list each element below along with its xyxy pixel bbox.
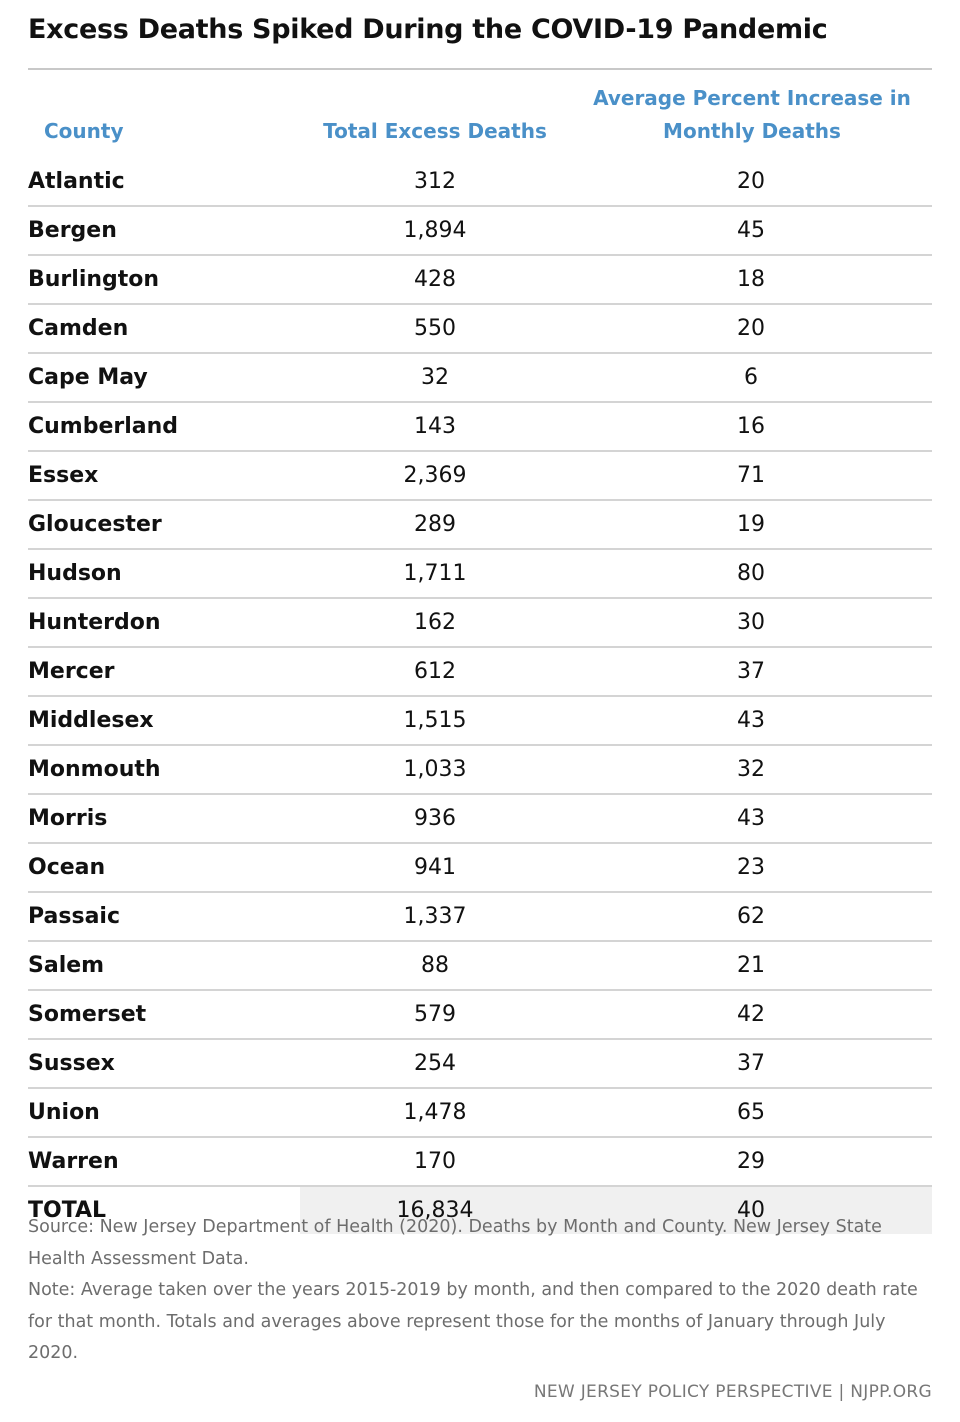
total-excess-deaths-cell: 289	[414, 512, 456, 537]
total-excess-deaths-cell: 1,478	[403, 1100, 467, 1125]
county-cell: Essex	[28, 463, 99, 488]
total-excess-deaths-cell: 1,033	[403, 757, 467, 782]
average-percent-increase-cell: 37	[737, 1051, 765, 1076]
table-body	[28, 158, 932, 1234]
table-row	[28, 843, 932, 892]
table-row	[28, 206, 932, 255]
total-excess-deaths-cell: 312	[414, 169, 456, 194]
average-percent-increase-cell: 65	[737, 1100, 765, 1125]
title-divider	[28, 68, 932, 70]
average-percent-increase-cell: 45	[737, 218, 765, 243]
table-row	[28, 353, 932, 402]
total-excess-deaths-cell: 162	[414, 610, 456, 635]
total-excess-deaths-cell: 1,711	[403, 561, 467, 586]
county-cell: Burlington	[28, 267, 160, 292]
column-header-county: County	[44, 119, 124, 143]
county-cell: Sussex	[28, 1051, 115, 1076]
total-excess-deaths-cell: 143	[414, 414, 456, 439]
average-percent-increase-cell: 80	[737, 561, 765, 586]
table-row	[28, 1039, 932, 1088]
total-excess-deaths-cell: 550	[414, 316, 456, 341]
county-cell: Passaic	[28, 904, 120, 929]
total-excess-deaths-cell: 16,834	[300, 1186, 570, 1234]
county-cell: TOTAL	[28, 1186, 300, 1234]
table-row	[28, 990, 932, 1039]
county-cell: Mercer	[28, 659, 115, 684]
total-excess-deaths-cell: 612	[414, 659, 456, 684]
average-percent-increase-cell: 43	[737, 806, 765, 831]
source-note: Source: New Jersey Department of Health (2020). Deaths by Month and County. New Jersey State Health Assessment Data.	[28, 1217, 882, 1269]
table-row	[28, 158, 932, 206]
average-percent-increase-cell: 32	[737, 757, 765, 782]
table-row	[28, 598, 932, 647]
total-excess-deaths-cell: 2,369	[403, 463, 467, 488]
table-row	[28, 794, 932, 843]
total-excess-deaths-cell: 1,894	[403, 218, 467, 243]
table-row	[28, 451, 932, 500]
county-cell: Cape May	[28, 365, 148, 390]
county-cell: Cumberland	[28, 414, 179, 439]
average-percent-increase-cell: 40	[570, 1186, 932, 1234]
table-row	[28, 402, 932, 451]
average-percent-increase-cell: 21	[737, 953, 765, 978]
table-row	[28, 304, 932, 353]
average-percent-increase-cell: 43	[737, 708, 765, 733]
average-percent-increase-cell: 16	[737, 414, 765, 439]
total-excess-deaths-cell: 254	[414, 1051, 456, 1076]
county-cell: Middlesex	[28, 708, 154, 733]
table-row	[28, 549, 932, 598]
method-note: Note: Average taken over the years 2015-2019 by month, and then compared to the 2020 death rate for that month. Totals and averages above represent those for the months of January through July 2020.	[28, 1280, 918, 1363]
chart-title: Excess Deaths Spiked During the COVID-19 Pandemic	[28, 14, 828, 45]
county-cell: Gloucester	[28, 512, 162, 537]
county-cell: Bergen	[28, 218, 117, 243]
total-excess-deaths-cell: 1,515	[403, 708, 467, 733]
county-cell: Atlantic	[28, 169, 125, 194]
average-percent-increase-cell: 29	[737, 1149, 765, 1174]
average-percent-increase-cell: 42	[737, 1002, 765, 1027]
table-row	[28, 941, 932, 990]
average-percent-increase-cell: 62	[737, 904, 765, 929]
table-row	[28, 1088, 932, 1137]
total-excess-deaths-cell: 941	[414, 855, 456, 880]
total-excess-deaths-cell: 88	[421, 953, 449, 978]
total-excess-deaths-cell: 936	[414, 806, 456, 831]
average-percent-increase-cell: 23	[737, 855, 765, 880]
county-cell: Monmouth	[28, 757, 161, 782]
table-row	[28, 500, 932, 549]
column-header-total-excess-deaths: Total Excess Deaths	[323, 119, 547, 143]
column-header-average-percent-increase: Average Percent Increase in Monthly Deaths	[593, 86, 911, 143]
total-excess-deaths-cell: 1,337	[403, 904, 467, 929]
table-row	[28, 892, 932, 941]
county-cell: Ocean	[28, 855, 106, 880]
average-percent-increase-cell: 19	[737, 512, 765, 537]
excess-deaths-table	[28, 158, 932, 1234]
table-row	[28, 745, 932, 794]
county-cell: Hudson	[28, 561, 122, 586]
table-row	[28, 255, 932, 304]
average-percent-increase-cell: 20	[737, 169, 765, 194]
table-row	[28, 696, 932, 745]
total-excess-deaths-cell: 32	[421, 365, 449, 390]
average-percent-increase-cell: 71	[737, 463, 765, 488]
county-cell: Salem	[28, 953, 105, 978]
average-percent-increase-cell: 18	[737, 267, 765, 292]
total-excess-deaths-cell: 579	[414, 1002, 456, 1027]
table-row	[28, 647, 932, 696]
county-cell: Warren	[28, 1149, 119, 1174]
average-percent-increase-cell: 6	[744, 365, 758, 390]
county-cell: Union	[28, 1100, 100, 1125]
county-cell: Somerset	[28, 1002, 147, 1027]
footer-credit: NEW JERSEY POLICY PERSPECTIVE | NJPP.ORG	[533, 1382, 932, 1402]
county-cell: Camden	[28, 316, 129, 341]
average-percent-increase-cell: 37	[737, 659, 765, 684]
average-percent-increase-cell: 20	[737, 316, 765, 341]
total-excess-deaths-cell: 428	[414, 267, 456, 292]
table-row	[28, 1137, 932, 1186]
notes	[28, 1212, 932, 1370]
county-cell: Hunterdon	[28, 610, 161, 635]
average-percent-increase-cell: 30	[737, 610, 765, 635]
total-excess-deaths-cell: 170	[414, 1149, 456, 1174]
county-cell: Morris	[28, 806, 108, 831]
